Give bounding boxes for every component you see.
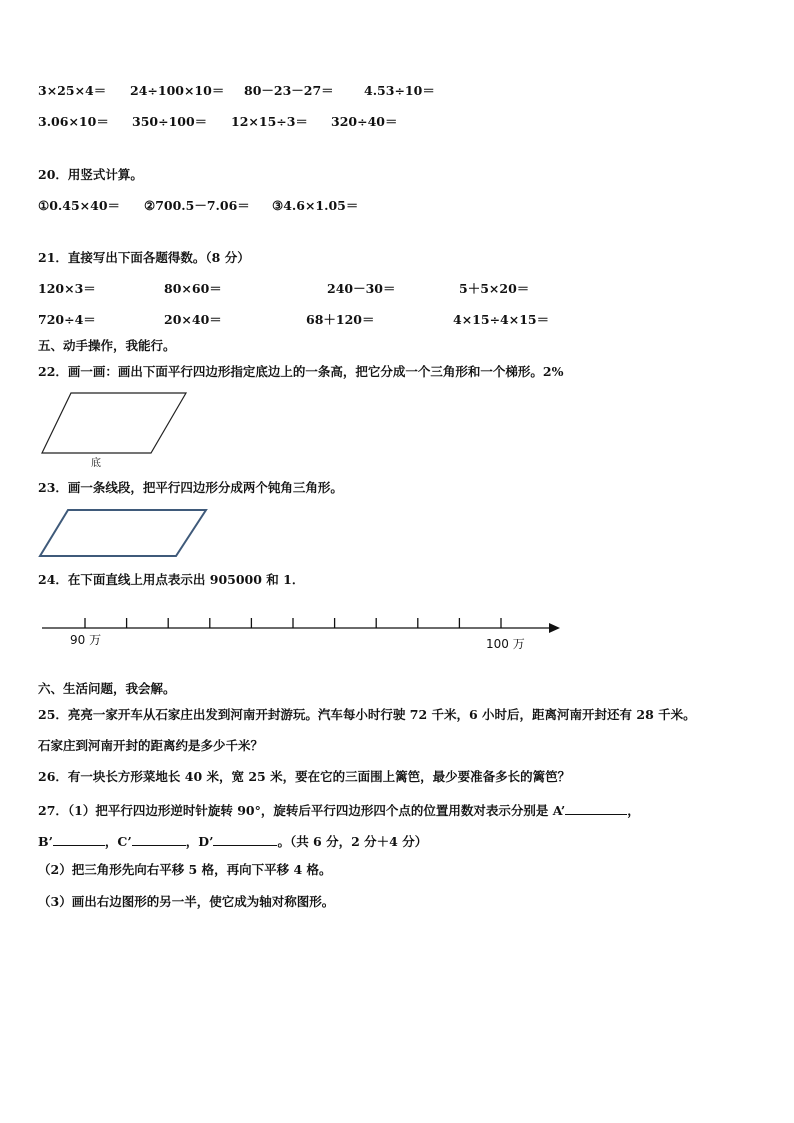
calc-item: 20×40＝ [164,312,222,327]
question-21-title: 21．直接写出下面各题得数。（8 分） [38,250,250,265]
question-25-line-1: 25．亮亮一家开车从石家庄出发到河南开封游玩。汽车每小时行驶 72 千米，6 小时后，距离河南开封还有 28 千米。 [38,707,696,722]
calc-item: 24÷100×10＝ [130,83,225,98]
calc-item: 320÷40＝ [331,114,398,129]
calc-item: 3×25×4＝ [38,83,107,98]
calc-item: 350÷100＝ [132,114,208,129]
question-23-title: 23．画一条线段，把平行四边形分成两个钝角三角形。 [38,480,343,495]
question-22-title: 22．画一画：画出下面平行四边形指定底边上的一条高，把它分成一个三角形和一个梯形。2% [38,364,564,379]
calc-item: 5＋5×20＝ [459,281,530,296]
comma: ， [627,803,640,818]
number-line-ticks [85,618,501,628]
parallelogram-shape [40,510,206,556]
question-20-title: 20．用竖式计算。 [38,167,143,182]
calc-item: 12×15÷3＝ [231,114,308,129]
question-27-part-3: （3）画出右边图形的另一半，使它成为轴对称图形。 [38,894,335,909]
question-27-line-2 [38,832,427,850]
question-27-line-1 [38,801,640,819]
calc-item: 80×60＝ [164,281,222,296]
answer-blank-c[interactable] [132,832,186,846]
calc-item: ③4.6×1.05＝ [272,198,359,213]
arrow-head-icon [549,623,560,633]
calc-item: 68＋120＝ [306,312,375,327]
parallelogram-figure-22 [38,390,190,472]
calc-item: 120×3＝ [38,281,96,296]
label-c: ，C’ [104,834,132,849]
parallelogram-shape [42,393,186,453]
question-27-text: 27．（1）把平行四边形逆时针旋转 90°，旋转后平行四边形四个点的位置用数对表示分别是 A’ [38,803,566,818]
calc-item: 3.06×10＝ [38,114,109,129]
label-d: ，D’ [185,834,214,849]
start-label: 90 万 [70,633,102,647]
base-label: 底 [91,458,101,469]
calc-item: 4.53÷10＝ [364,83,435,98]
calc-item: 240－30＝ [327,281,396,296]
question-26: 26．有一块长方形菜地长 40 米，宽 25 米，要在它的三面围上篱笆，最少要准备多长的篱笆？ [38,769,571,784]
question-27-part-2: （2）把三角形先向右平移 5 格，再向下平移 4 格。 [38,862,332,877]
label-b: B’ [38,834,53,849]
question-25-line-2: 石家庄到河南开封的距离约是多少千米？ [38,738,264,753]
score-note: 。（共 6 分，2 分＋4 分） [277,834,428,849]
calc-item: 4×15÷4×15＝ [453,312,550,327]
question-24-title: 24．在下面直线上用点表示出 905000 和 1． [38,572,305,587]
section-5-title: 五、动手操作，我能行。 [38,338,176,353]
parallelogram-figure-23 [38,508,210,560]
answer-blank-b[interactable] [53,832,105,846]
calc-item: ②700.5－7.06＝ [144,198,250,213]
calc-item: 80－23－27＝ [244,83,334,98]
answer-blank-d[interactable] [213,832,277,846]
section-6-title: 六、生活问题，我会解。 [38,681,176,696]
end-label: 100 万 [486,637,525,651]
calc-item: 720÷4＝ [38,312,96,327]
calc-item: ①0.45×40＝ [38,198,121,213]
answer-blank-a[interactable] [565,801,627,815]
